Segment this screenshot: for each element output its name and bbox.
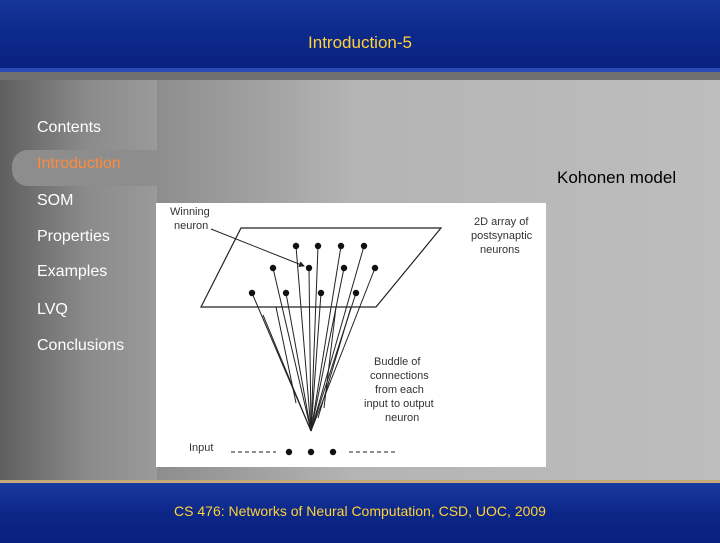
sidebar-item-properties[interactable]: Properties	[37, 228, 110, 245]
label-bundle-1: Buddle of	[374, 356, 421, 368]
sidebar-item-contents[interactable]: Contents	[37, 119, 102, 136]
sidebar-item-lvq[interactable]: LVQ	[37, 301, 68, 318]
label-input: Input	[189, 442, 214, 454]
label-array-2: postsynaptic	[471, 230, 533, 242]
label-bundle-3: from each	[375, 384, 424, 396]
label-array-1: 2D array of	[474, 216, 529, 228]
sidebar-item-introduction[interactable]: Introduction	[37, 155, 121, 172]
label-bundle-4: input to output	[364, 398, 434, 410]
connection-lines	[252, 246, 375, 431]
model-title: Kohonen model	[557, 168, 677, 187]
label-bundle-5: neuron	[385, 412, 420, 424]
footer-text: CS 476: Networks of Neural Computation, CSD, UOC, 2009	[174, 503, 546, 519]
output-neurons	[249, 243, 378, 296]
label-winning-2: neuron	[174, 220, 209, 232]
sidebar-item-conclusions[interactable]: Conclusions	[37, 337, 125, 354]
header-divider	[0, 68, 720, 72]
label-bundle-2: connections	[370, 370, 429, 382]
sidebar-item-som[interactable]: SOM	[37, 192, 74, 209]
sidebar-item-examples[interactable]: Examples	[37, 263, 108, 280]
label-winning-1: Winning	[170, 206, 210, 218]
label-array-3: neurons	[480, 244, 520, 256]
input-neurons	[286, 449, 336, 455]
slide-title: Introduction-5	[308, 33, 412, 52]
diagram-svg	[156, 203, 546, 467]
kohonen-diagram	[156, 203, 546, 467]
